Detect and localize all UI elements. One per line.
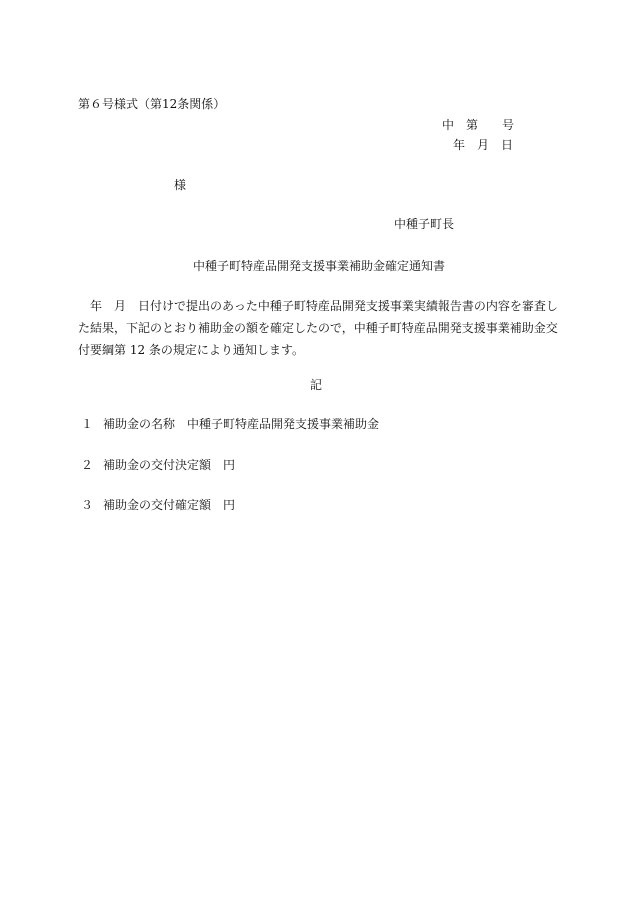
form-number: 第６号様式（第12条関係） xyxy=(78,97,226,111)
body-line-3: 付要綱第 12 条の規定により通知します。 xyxy=(78,343,304,357)
ki-heading: 記 xyxy=(310,378,323,392)
item-number: ２ xyxy=(81,458,94,472)
document-date: 年 月 日 xyxy=(453,138,514,152)
body-paragraph xyxy=(78,295,558,361)
list-item xyxy=(81,416,379,432)
list-item xyxy=(81,497,235,513)
issuer-name: 中種子町長 xyxy=(394,217,455,231)
item-text: 補助金の交付決定額 円 xyxy=(103,458,236,472)
document-number: 中 第 号 xyxy=(442,118,515,132)
body-line-1: 年 月 日付けで提出のあった中種子町特産品開発支援事業実績報告書の内容を審査し xyxy=(78,299,558,313)
body-line-2: た結果，下記のとおり補助金の額を確定したので，中種子町特産品開発支援事業補助金交 xyxy=(78,321,558,335)
item-number: １ xyxy=(81,417,94,431)
recipient-honorific: 様 xyxy=(174,178,187,192)
item-number: ３ xyxy=(81,498,94,512)
item-text: 補助金の交付確定額 円 xyxy=(103,498,236,512)
item-text: 補助金の名称 中種子町特産品開発支援事業補助金 xyxy=(103,417,380,431)
document-title: 中種子町特産品開発支援事業補助金確定通知書 xyxy=(193,259,446,273)
list-item xyxy=(81,457,235,473)
